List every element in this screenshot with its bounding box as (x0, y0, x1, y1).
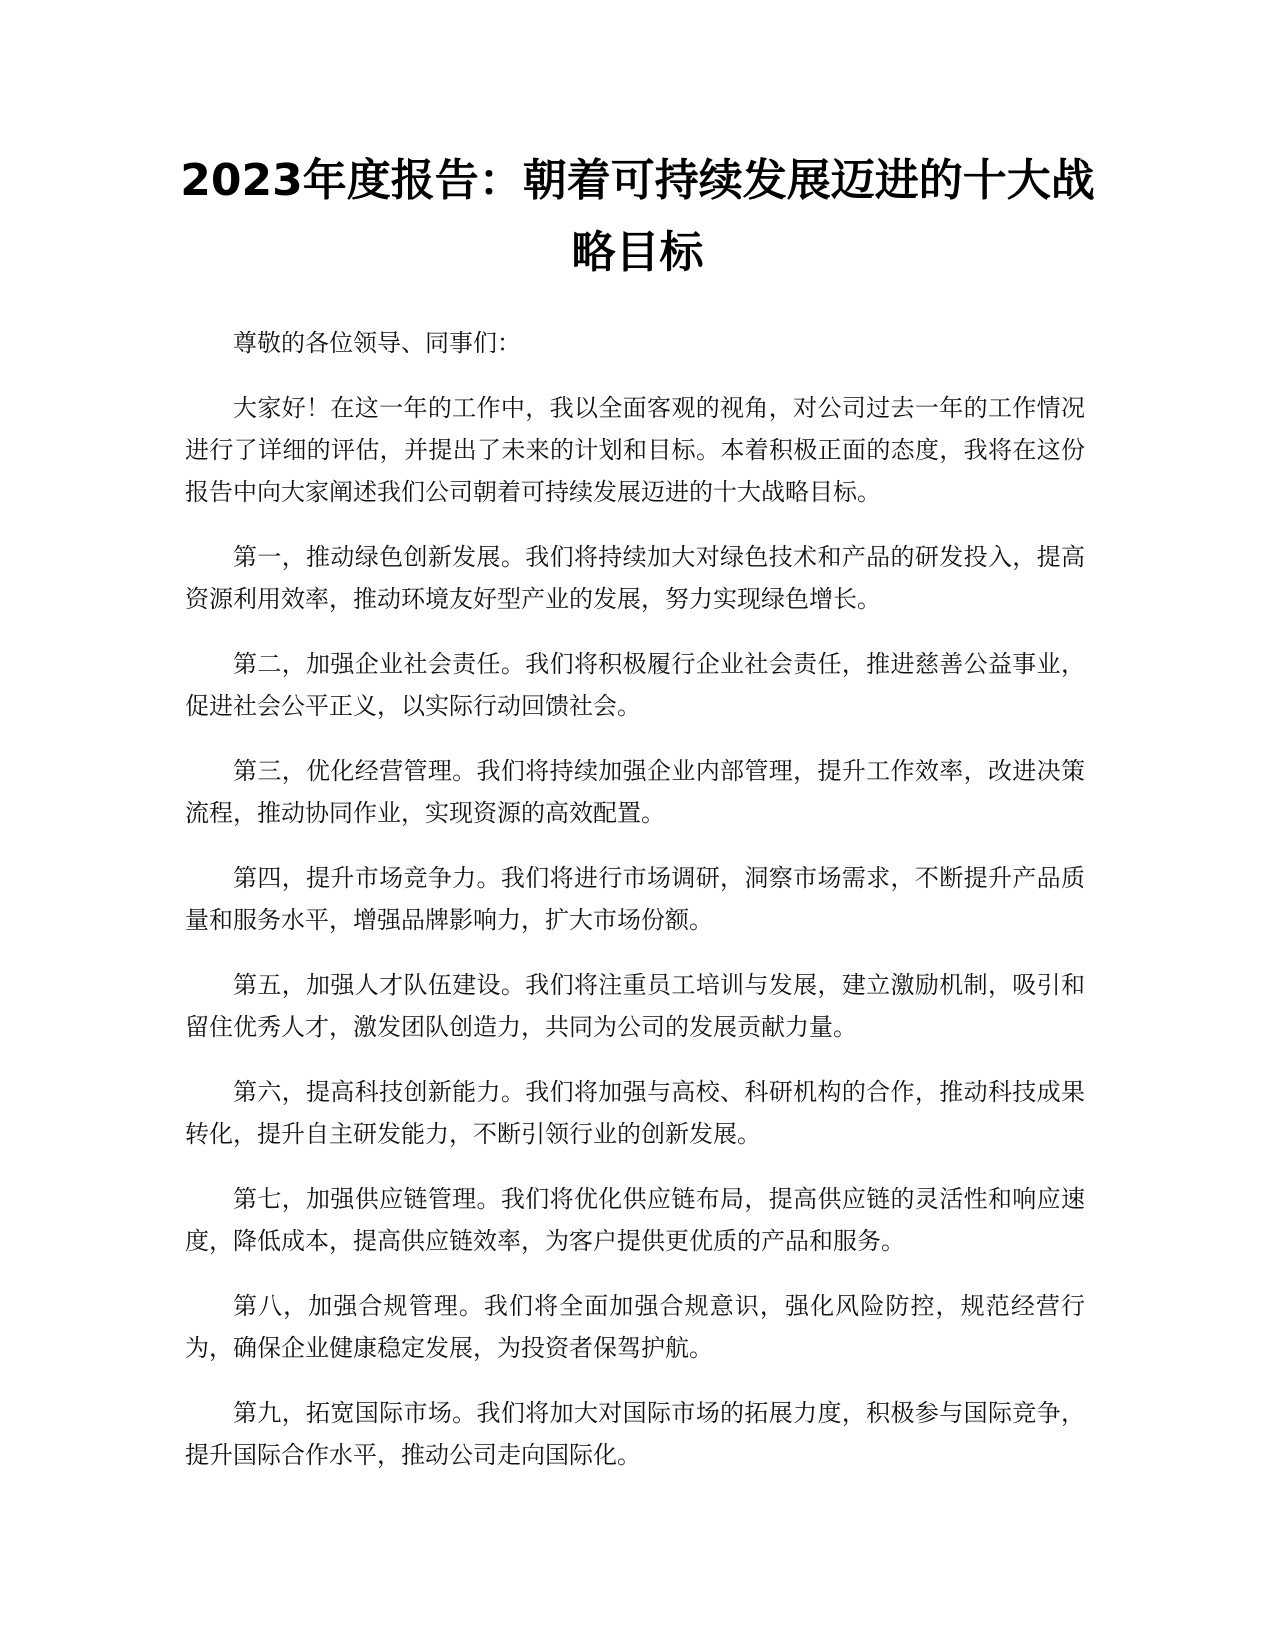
goal-paragraph-2: 第二，加强企业社会责任。我们将积极履行企业社会责任，推进慈善公益事业，促进社会公平正义，以实际行动回馈社会。 (185, 650, 1085, 720)
goal-paragraph-5: 第五，加强人才队伍建设。我们将注重员工培训与发展，建立激励机制，吸引和留住优秀人才，激发团队创造力，共同为公司的发展贡献力量。 (185, 971, 1085, 1041)
document-title: 2023年度报告：朝着可持续发展迈进的十大战略目标 (180, 155, 1095, 278)
document-body (185, 322, 1085, 1499)
goal-paragraph-4: 第四，提升市场竞争力。我们将进行市场调研，洞察市场需求，不断提升产品质量和服务水平，增强品牌影响力，扩大市场份额。 (185, 864, 1085, 934)
goal-paragraph-1: 第一，推动绿色创新发展。我们将持续加大对绿色技术和产品的研发投入，提高资源利用效率，推动环境友好型产业的发展，努力实现绿色增长。 (185, 543, 1085, 613)
goal-paragraph-8: 第八，加强合规管理。我们将全面加强合规意识，强化风险防控，规范经营行为，确保企业健康稳定发展，为投资者保驾护航。 (185, 1292, 1085, 1362)
goal-paragraph-7: 第七，加强供应链管理。我们将优化供应链布局，提高供应链的灵活性和响应速度，降低成本，提高供应链效率，为客户提供更优质的产品和服务。 (185, 1185, 1085, 1255)
intro-paragraph: 大家好！在这一年的工作中，我以全面客观的视角，对公司过去一年的工作情况进行了详细的评估，并提出了未来的计划和目标。本着积极正面的态度，我将在这份报告中向大家阐述我们公司朝着可持续发展迈进的十大战略目标。 (185, 394, 1085, 506)
goal-paragraph-3: 第三，优化经营管理。我们将持续加强企业内部管理，提升工作效率，改进决策流程，推动协同作业，实现资源的高效配置。 (185, 757, 1085, 827)
goal-paragraph-6: 第六，提高科技创新能力。我们将加强与高校、科研机构的合作，推动科技成果转化，提升自主研发能力，不断引领行业的创新发展。 (185, 1078, 1085, 1148)
salutation: 尊敬的各位领导、同事们： (233, 329, 521, 357)
goal-paragraph-9: 第九，拓宽国际市场。我们将加大对国际市场的拓展力度，积极参与国际竞争，提升国际合作水平，推动公司走向国际化。 (185, 1399, 1085, 1469)
